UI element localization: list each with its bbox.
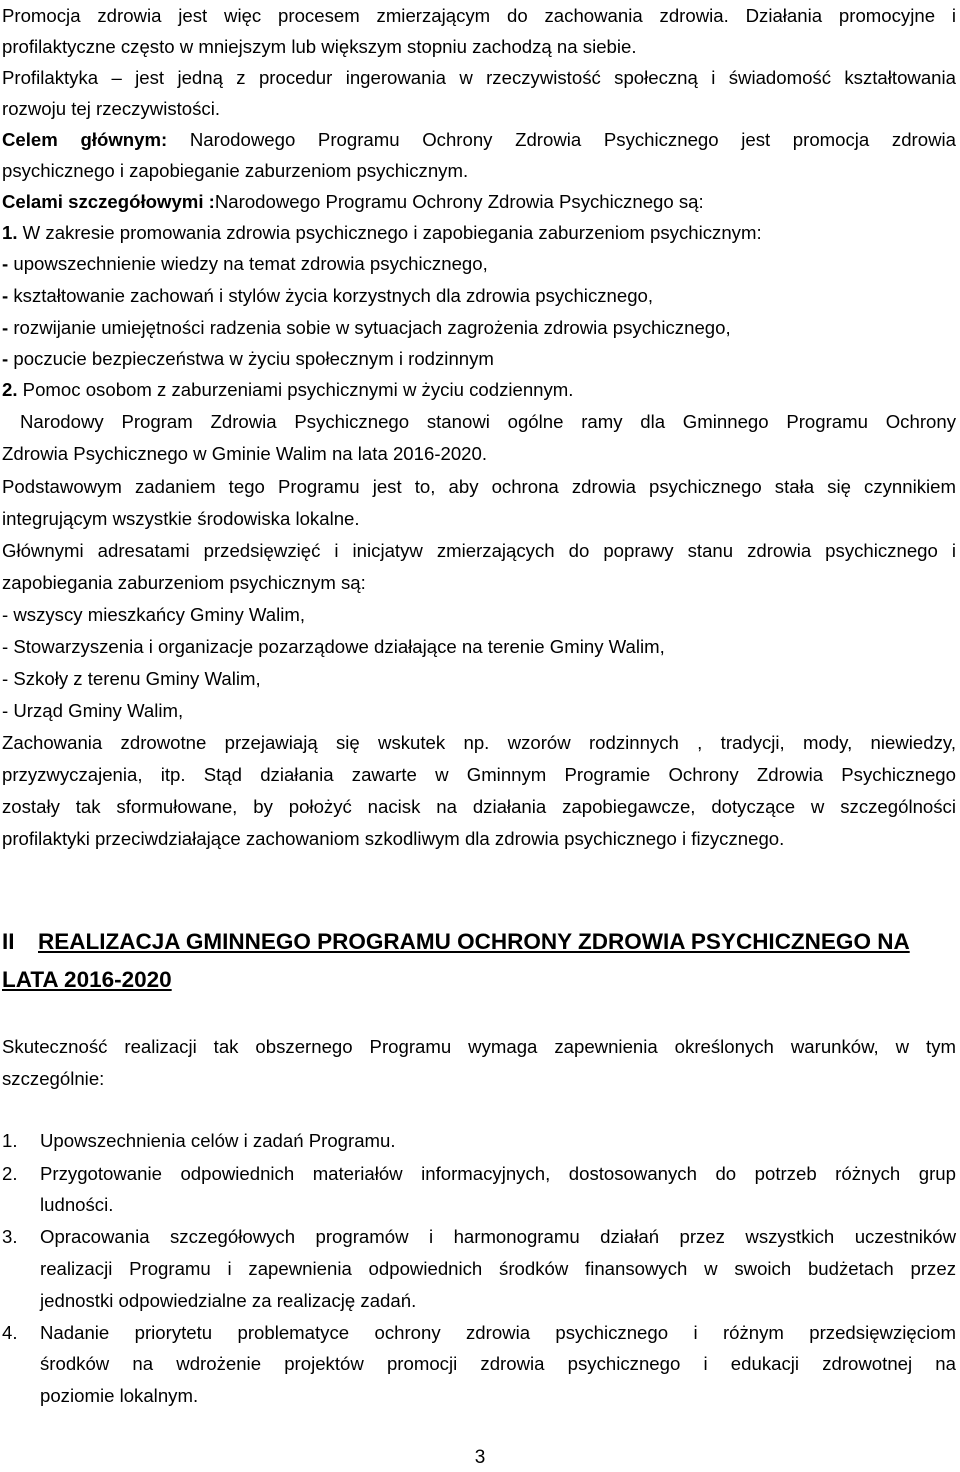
text-line: integrującym wszystkie środowiska lokalne. bbox=[2, 508, 360, 529]
goal-bullet bbox=[2, 248, 956, 280]
condition-item-2 bbox=[2, 1158, 956, 1190]
addressee-item: - wszyscy mieszkańcy Gminy Walim, bbox=[2, 604, 306, 625]
text-line: profilaktyczne często w mniejszym lub większym stopniu zachodzą na siebie. bbox=[2, 36, 637, 57]
text-line: rozwoju tej rzeczywistości. bbox=[2, 98, 221, 119]
main-goal-text: Narodowego Programu Ochrony Zdrowia Psychicznego jest promocja zdrowia bbox=[167, 129, 956, 150]
goal-item-number: 2. bbox=[2, 379, 18, 400]
text-line: Promocja zdrowia jest więc procesem zmierzającym do zachowania zdrowia. Działania promocyjne i bbox=[2, 5, 956, 26]
condition-text: realizacji Programu i zapewnienia odpowiednich środków finansowych w swoich budżetach przez bbox=[40, 1258, 956, 1279]
goal-item-text: W zakresie promowania zdrowia psychicznego i zapobiegania zaburzeniom psychicznym: bbox=[17, 222, 762, 243]
bullet-dash: - bbox=[2, 348, 9, 369]
text-line: zostały tak sformułowane, by położyć nacisk na działania zapobiegawcze, dotyczące w szczególności bbox=[2, 796, 956, 817]
text-line: Skuteczność realizacji tak obszernego Programu wymaga zapewnienia określonych warunków, w tym bbox=[2, 1036, 956, 1057]
condition-text: jednostki odpowiedzialne za realizację zadań. bbox=[40, 1290, 417, 1311]
condition-text: Opracowania szczegółowych programów i harmonogramu działań przez wszystkich uczestników bbox=[40, 1226, 956, 1247]
bullet-text: upowszechnienie wiedzy na temat zdrowia psychicznego, bbox=[8, 253, 488, 274]
bullet-dash: - bbox=[2, 253, 9, 274]
text-line: Głównymi adresatami przedsięwzięć i inicjatyw zmierzających do poprawy stanu zdrowia psychicznego i bbox=[2, 540, 956, 561]
condition-item-3 bbox=[2, 1221, 956, 1253]
page-number: 3 bbox=[474, 1447, 486, 1468]
detailed-goals-label: Celami szczegółowymi : bbox=[2, 191, 215, 212]
bullet-text: kształtowanie zachowań i stylów życia korzystnych dla zdrowia psychicznego, bbox=[8, 285, 654, 306]
goal-item-2 bbox=[2, 374, 956, 406]
section-heading-title: REALIZACJA GMINNEGO PROGRAMU OCHRONY ZDROWIA PSYCHICZNEGO NA bbox=[38, 929, 910, 954]
condition-text: środków na wdrożenie projektów promocji zdrowia psychicznego i edukacji zdrowotnej na bbox=[40, 1353, 956, 1374]
condition-text: poziomie lokalnym. bbox=[40, 1385, 199, 1406]
main-goal-label: Celem głównym: bbox=[2, 129, 168, 150]
text-line: Podstawowym zadaniem tego Programu jest to, aby ochrona zdrowia psychicznego stała się czynnikiem bbox=[2, 476, 956, 497]
condition-number: 4. bbox=[2, 1322, 18, 1343]
text-line: Profilaktyka – jest jedną z procedur ingerowania w rzeczywistość społeczną i świadomość kształtowania bbox=[2, 67, 956, 88]
text-line: psychicznego i zapobieganie zaburzeniom psychicznym. bbox=[2, 160, 469, 181]
goal-item-1 bbox=[2, 217, 956, 249]
condition-text: Przygotowanie odpowiednich materiałów informacyjnych, dostosowanych do potrzeb różnych grup bbox=[40, 1163, 956, 1184]
condition-number: 1. bbox=[2, 1130, 18, 1151]
condition-item-1 bbox=[2, 1125, 956, 1157]
text-line: zapobiegania zaburzeniom psychicznym są: bbox=[2, 572, 366, 593]
detailed-goals-line bbox=[2, 186, 956, 218]
condition-number: 3. bbox=[2, 1226, 18, 1247]
section-heading-number: II bbox=[2, 929, 15, 954]
addressee-item: - Stowarzyszenia i organizacje pozarządowe działające na terenie Gminy Walim, bbox=[2, 636, 665, 657]
text-line: szczególnie: bbox=[2, 1068, 105, 1089]
condition-text: ludności. bbox=[40, 1194, 114, 1215]
addressee-item: - Szkoły z terenu Gminy Walim, bbox=[2, 668, 261, 689]
goal-item-number: 1. bbox=[2, 222, 18, 243]
goal-bullet bbox=[2, 280, 956, 312]
detailed-goals-text: Narodowego Programu Ochrony Zdrowia Psychicznego są: bbox=[214, 191, 704, 212]
condition-item-4 bbox=[2, 1317, 956, 1349]
text-line: Zachowania zdrowotne przejawiają się wskutek np. wzorów rodzinnych , tradycji, mody, niewiedzy, bbox=[2, 732, 956, 753]
condition-text: Nadanie priorytetu problematyce ochrony zdrowia psychicznego i różnym przedsięwzięciom bbox=[40, 1322, 956, 1343]
goal-bullet bbox=[2, 343, 956, 375]
text-line: Narodowy Program Zdrowia Psychicznego stanowi ogólne ramy dla Gminnego Programu Ochrony bbox=[20, 411, 956, 432]
text-line: przyzwyczajenia, itp. Stąd działania zawarte w Gminnym Programie Ochrony Zdrowia Psychicznego bbox=[2, 764, 956, 785]
condition-text: Upowszechnienia celów i zadań Programu. bbox=[40, 1130, 396, 1151]
addressee-item: - Urząd Gminy Walim, bbox=[2, 700, 184, 721]
condition-number: 2. bbox=[2, 1163, 18, 1184]
bullet-dash: - bbox=[2, 285, 9, 306]
main-goal-line bbox=[2, 124, 956, 156]
bullet-text: rozwijanie umiejętności radzenia sobie w sytuacjach zagrożenia zdrowia psychicznego, bbox=[8, 317, 731, 338]
text-line: Zdrowia Psychicznego w Gminie Walim na lata 2016-2020. bbox=[2, 443, 488, 464]
bullet-text: poczucie bezpieczeństwa w życiu społecznym i rodzinnym bbox=[8, 348, 494, 369]
section-heading-line2: LATA 2016-2020 bbox=[2, 967, 172, 992]
section-heading bbox=[2, 922, 956, 962]
text-line: profilaktyki przeciwdziałające zachowaniom szkodliwym dla zdrowia psychicznego i fizycznego. bbox=[2, 828, 785, 849]
goal-bullet bbox=[2, 312, 956, 344]
bullet-dash: - bbox=[2, 317, 9, 338]
goal-item-text: Pomoc osobom z zaburzeniami psychicznymi w życiu codziennym. bbox=[17, 379, 574, 400]
